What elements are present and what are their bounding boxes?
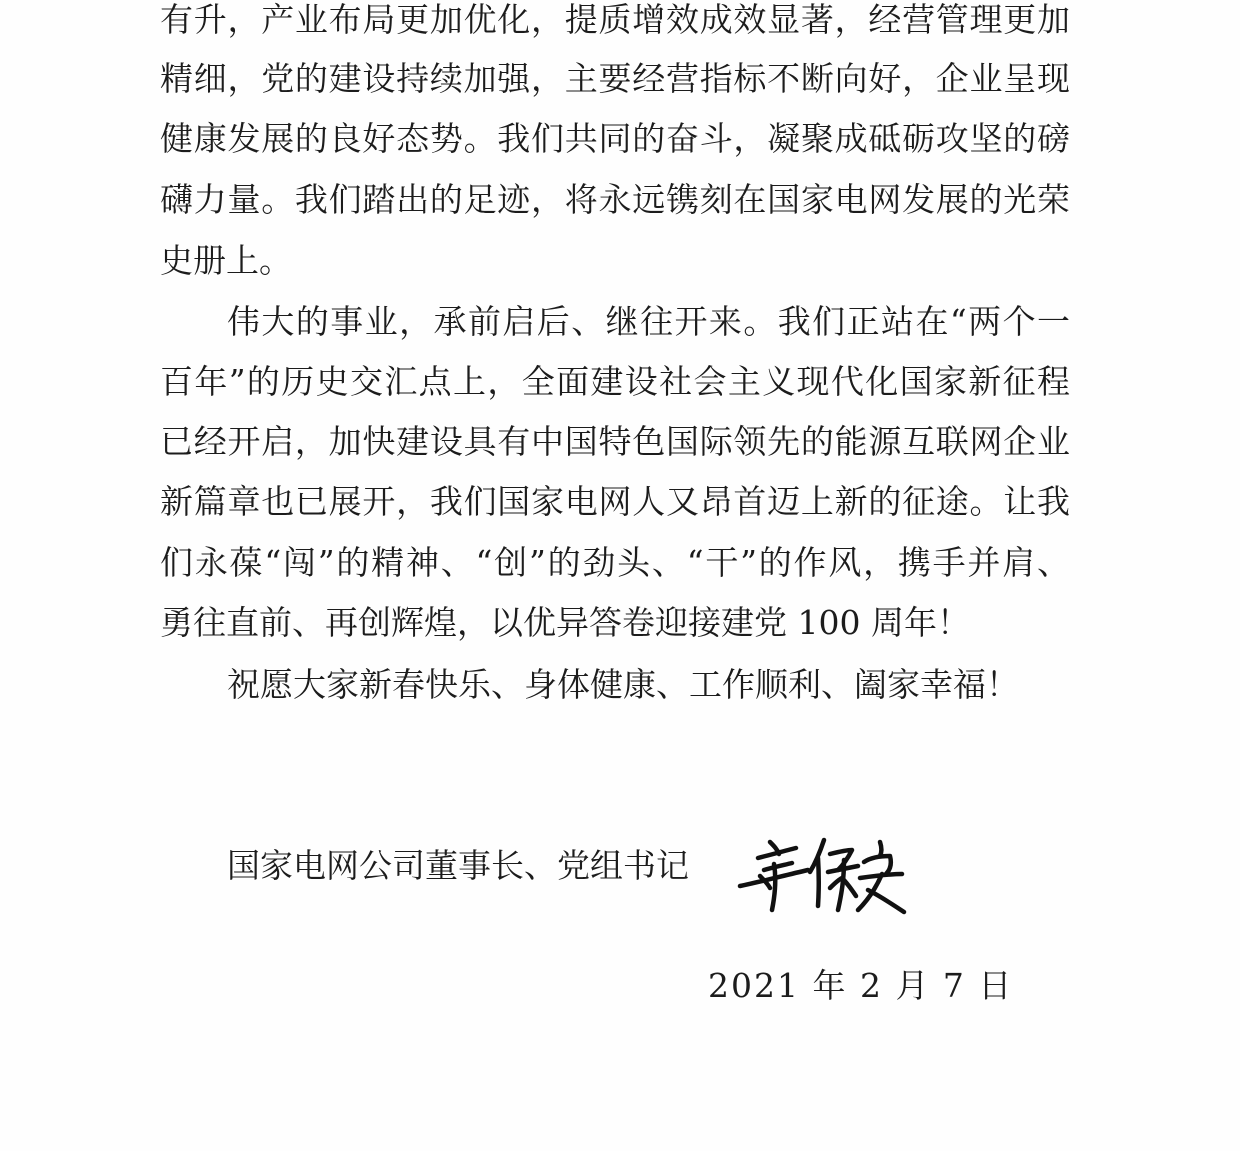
paragraph-line: 精细，党的建设持续加强，主要经营指标不断向好，企业呈现 — [160, 59, 1070, 98]
paragraph-line: 们永葆“闯”的精神、“创”的劲头、“干”的作风，携手并肩、 — [160, 543, 1070, 582]
paragraph-line: 新篇章也已展开，我们国家电网人又昂首迈上新的征途。让我 — [160, 482, 1070, 521]
paragraph-line: 百年”的历史交汇点上，全面建设社会主义现代化国家新征程 — [160, 362, 1070, 401]
paragraph-line: 已经开启，加快建设具有中国特色国际领先的能源互联网企业 — [160, 422, 1070, 461]
paragraph-line: 有升，产业布局更加优化，提质增效成效显著，经营管理更加 — [160, 0, 1070, 39]
paragraph-line: 伟大的事业，承前启后、继往开来。我们正站在“两个一 — [227, 302, 1070, 341]
paragraph-line: 勇往直前、再创辉煌，以优异答卷迎接建党 100 周年！ — [160, 603, 970, 642]
letter-date: 2021 年 2 月 7 日 — [708, 966, 1014, 1005]
paragraph-line: 礴力量。我们踏出的足迹，将永远镌刻在国家电网发展的光荣 — [160, 180, 1070, 219]
signer-title: 国家电网公司董事长、党组书记 — [227, 846, 689, 885]
paragraph-line: 健康发展的良好态势。我们共同的奋斗，凝聚成砥砺攻坚的磅 — [160, 119, 1070, 158]
paragraph-line: 史册上。 — [160, 241, 292, 280]
closing-wishes: 祝愿大家新春快乐、身体健康、工作顺利、阖家幸福！ — [227, 665, 1019, 704]
handwritten-signature — [730, 818, 910, 928]
